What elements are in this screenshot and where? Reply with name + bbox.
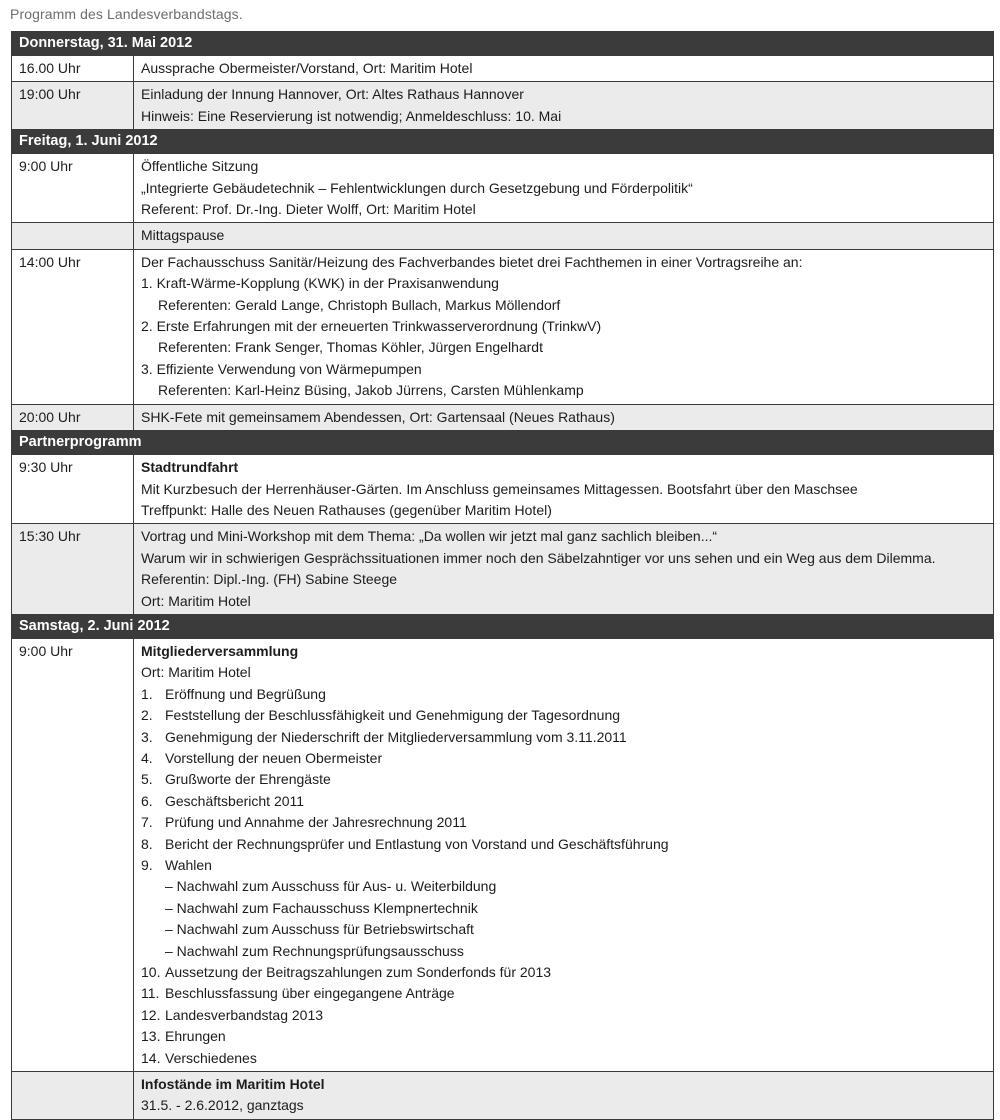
event-intro: Der Fachausschuss Sanitär/Heizung des Fachverbandes bietet drei Fachthemen in einer Vortragsreihe an: (141, 253, 803, 270)
agenda-text: Wahlen (165, 857, 212, 873)
time-cell: 14:00 Uhr (12, 249, 134, 404)
list-item (141, 769, 987, 790)
topic-speakers: Referenten: Gerald Lange, Christoph Bullach, Markus Möllendorf (158, 296, 561, 313)
time-cell: 9:00 Uhr (12, 638, 134, 1071)
list-item (141, 1026, 987, 1047)
agenda-number: 2. (141, 707, 153, 724)
time-cell: 9:30 Uhr (12, 455, 134, 524)
table-row (12, 82, 994, 130)
day-header-thursday (12, 32, 994, 56)
agenda-number: 9. (141, 857, 153, 873)
event-line: SHK-Fete mit gemeinsamem Abendessen, Ort: Gartensaal (Neues Rathaus) (141, 408, 615, 425)
agenda-number: 5. (141, 771, 153, 788)
program-table (11, 31, 994, 1120)
agenda-text: Prüfung und Annahme der Jahresrechnung 2011 (165, 814, 467, 831)
list-item (141, 727, 987, 748)
election-item: – Nachwahl zum Ausschuss für Betriebswirtschaft (165, 921, 474, 938)
table-row (12, 404, 994, 430)
list-item (141, 748, 987, 769)
list-item (141, 962, 987, 983)
topic-title: 3. Effiziente Verwendung von Wärmepumpen (141, 360, 422, 377)
agenda-number: 12. (141, 1006, 161, 1023)
agenda-number: 6. (141, 792, 153, 809)
time-cell (12, 223, 134, 249)
agenda-number: 4. (141, 749, 153, 766)
day-title: Samstag, 2. Juni 2012 (12, 614, 994, 638)
event-heading: Infostände im Maritim Hotel (141, 1076, 325, 1093)
list-item (141, 684, 987, 705)
event-cell (134, 154, 994, 223)
agenda-number: 14. (141, 1049, 161, 1066)
topic-speakers: Referenten: Karl-Heinz Büsing, Jakob Jürrens, Carsten Mühlenkamp (158, 382, 584, 399)
agenda-text: Aussetzung der Beitragszahlungen zum Sonderfonds für 2013 (165, 964, 552, 981)
list-item (141, 791, 987, 812)
agenda-list (141, 684, 987, 1069)
event-cell (134, 524, 994, 615)
time-cell: 15:30 Uhr (12, 524, 134, 615)
agenda-number: 1. (141, 685, 153, 702)
agenda-number: 8. (141, 835, 153, 852)
table-row (12, 56, 994, 82)
event-cell (134, 638, 994, 1071)
list-item (141, 1048, 987, 1069)
agenda-text: Genehmigung der Niederschrift der Mitgliederversammlung vom 3.11.2011 (165, 728, 627, 745)
list-item (141, 983, 987, 1004)
table-row (12, 524, 994, 615)
election-item: – Nachwahl zum Rechnungsprüfungsausschuss (165, 942, 464, 959)
agenda-text: Ehrungen (165, 1028, 226, 1045)
event-cell (134, 223, 994, 249)
event-line: Vortrag und Mini-Workshop mit dem Thema: „Da wollen wir jetzt mal ganz sachlich bleiben...“ (141, 528, 718, 545)
election-item: – Nachwahl zum Fachausschuss Klempnertechnik (165, 899, 478, 916)
agenda-text: Grußworte der Ehrengäste (165, 771, 331, 788)
agenda-text: Verschiedenes (165, 1049, 257, 1066)
agenda-number: 13. (141, 1028, 161, 1045)
time-cell: 19:00 Uhr (12, 82, 134, 130)
table-row (12, 1072, 994, 1120)
section-header-partner-program (12, 431, 994, 455)
list-item (141, 705, 987, 726)
document-caption: Programm des Landesverbandstags. (10, 6, 243, 22)
event-line: Öffentliche Sitzung (141, 158, 259, 175)
table-row (12, 249, 994, 404)
agenda-text: Beschlussfassung über eingegangene Anträge (165, 985, 455, 1002)
day-header-friday (12, 130, 994, 154)
agenda-number: 11. (141, 985, 160, 1002)
table-row (12, 455, 994, 524)
event-heading: Stadtrundfahrt (141, 459, 239, 476)
topic-title: 2. Erste Erfahrungen mit der erneuerten Trinkwasserverordnung (TrinkwV) (141, 318, 602, 335)
election-item: – Nachwahl zum Ausschuss für Aus- u. Weiterbildung (165, 878, 497, 895)
agenda-text: Landesverbandstag 2013 (165, 1006, 324, 1023)
event-line: Ort: Maritim Hotel (141, 592, 251, 609)
agenda-number: 3. (141, 728, 153, 745)
event-cell (134, 1072, 994, 1120)
agenda-number: 10. (141, 964, 161, 981)
event-line: „Integrierte Gebäudetechnik – Fehlentwicklungen durch Gesetzgebung und Förderpolitik“ (141, 179, 693, 196)
event-line: Mit Kurzbesuch der Herrenhäuser-Gärten. Im Anschluss gemeinsames Mittagessen. Bootsfahrt über den Maschsee (141, 480, 858, 497)
topic-speakers: Referenten: Frank Senger, Thomas Köhler, Jürgen Engelhardt (158, 339, 543, 356)
table-row (12, 154, 994, 223)
event-line: Einladung der Innung Hannover, Ort: Altes Rathaus Hannover (141, 86, 524, 103)
day-title: Freitag, 1. Juni 2012 (12, 130, 994, 154)
event-line: Referentin: Dipl.-Ing. (FH) Sabine Steege (141, 571, 398, 588)
list-item (141, 855, 987, 876)
section-title: Partnerprogramm (12, 431, 994, 455)
event-location: Ort: Maritim Hotel (141, 664, 251, 681)
time-cell: 20:00 Uhr (12, 404, 134, 430)
table-row (12, 638, 994, 1071)
agenda-text: Bericht der Rechnungsprüfer und Entlastung von Vorstand und Geschäftsführung (165, 835, 669, 852)
agenda-text: Vorstellung der neuen Obermeister (165, 749, 383, 766)
agenda-text: Eröffnung und Begrüßung (165, 685, 326, 702)
table-row (12, 223, 994, 249)
list-item (141, 1005, 987, 1026)
day-title: Donnerstag, 31. Mai 2012 (12, 32, 994, 56)
event-line: Hinweis: Eine Reservierung ist notwendig; Anmeldeschluss: 10. Mai (141, 107, 562, 124)
event-line: 31.5. - 2.6.2012, ganztags (141, 1097, 304, 1114)
list-item (141, 834, 987, 855)
day-header-saturday (12, 614, 994, 638)
agenda-text: Geschäftsbericht 2011 (165, 792, 305, 809)
agenda-text: Feststellung der Beschlussfähigkeit und Genehmigung der Tagesordnung (165, 707, 621, 724)
event-cell (134, 249, 994, 404)
time-cell (12, 1072, 134, 1120)
event-cell (134, 56, 994, 82)
agenda-number: 7. (141, 814, 153, 831)
event-cell (134, 82, 994, 130)
event-cell (134, 455, 994, 524)
time-cell: 9:00 Uhr (12, 154, 134, 223)
event-line: Treffpunkt: Halle des Neuen Rathauses (gegenüber Maritim Hotel) (141, 501, 552, 518)
event-cell (134, 404, 994, 430)
event-heading: Mitgliederversammlung (141, 642, 299, 659)
event-line: Warum wir in schwierigen Gesprächssituationen immer noch den Säbelzahntiger vor uns sehen und ein Weg aus dem Dilemma. (141, 549, 936, 566)
event-line: Aussprache Obermeister/Vorstand, Ort: Maritim Hotel (141, 60, 473, 76)
list-item (141, 812, 987, 833)
topic-title: 1. Kraft-Wärme-Kopplung (KWK) in der Praxisanwendung (141, 275, 499, 292)
event-line: Referent: Prof. Dr.-Ing. Dieter Wolff, Ort: Maritim Hotel (141, 201, 476, 218)
event-line: Mittagspause (141, 227, 225, 244)
time-cell: 16.00 Uhr (12, 56, 134, 82)
